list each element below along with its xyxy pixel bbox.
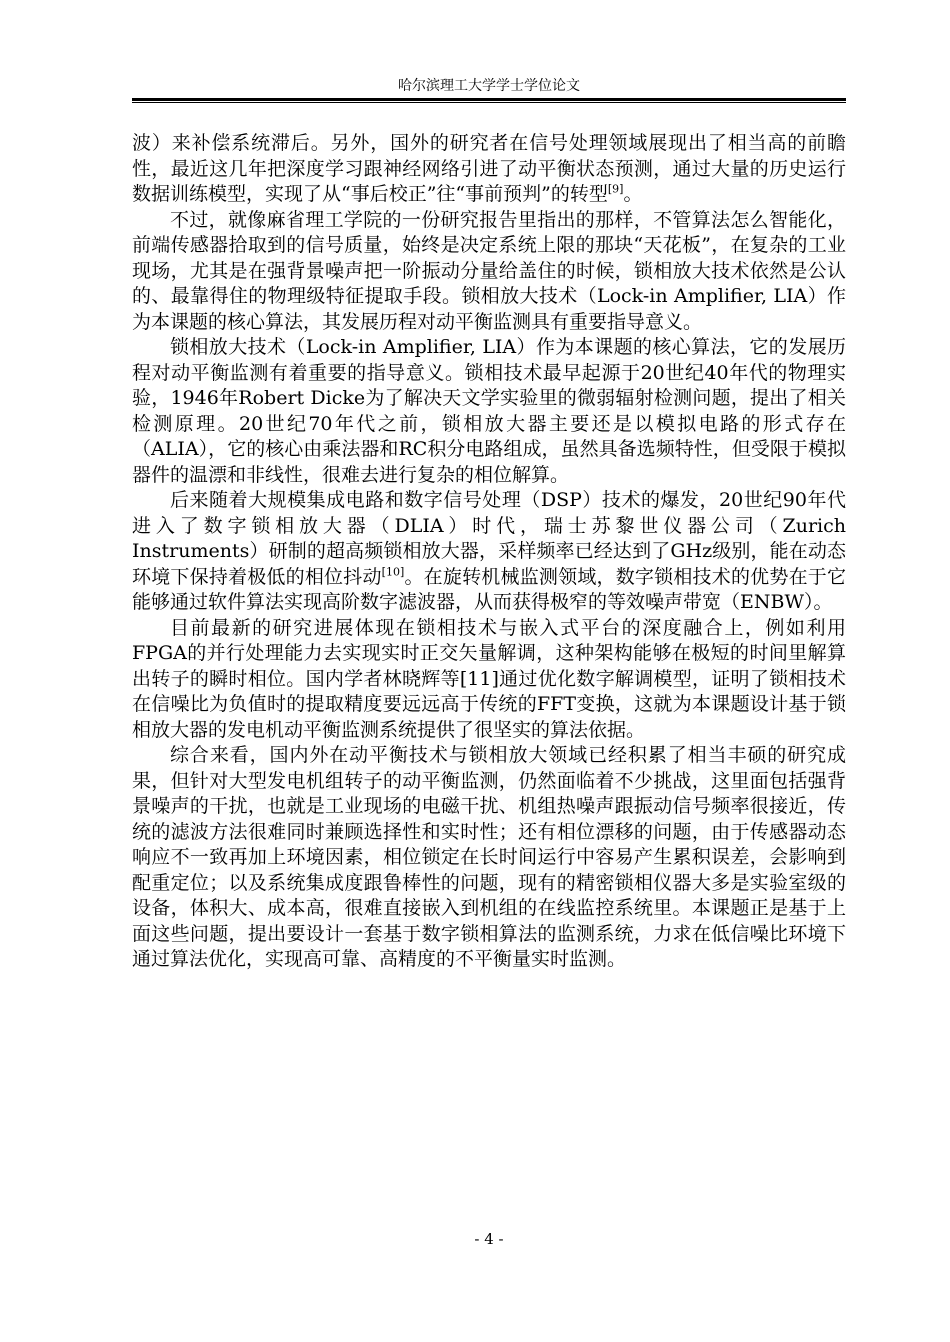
paragraph-1-text: 波）来补偿系统滞后。另外，国外的研究者在信号处理领域展现出了相当高的前瞻性，最近这几年把深度学习跟神经网络引进了动平衡状态预测，通过大量的历史运行数据训练模型，实现了从“事后校正”往“事前预判”的转型 — [132, 132, 846, 205]
citation-9: [9] — [607, 182, 624, 196]
paragraph-4-text-end: 。在旋转机械监测领域，数字锁相技术的优势在于它能够通过软件算法实现高阶数字滤波器，从而获得极窄的等效噪声带宽（ENBW）。 — [132, 565, 846, 613]
page-number: - 4 - — [474, 1230, 504, 1248]
citation-10: [10] — [381, 565, 405, 579]
paragraph-1-text-end: 。 — [623, 183, 643, 205]
running-header: 哈尔滨理工大学学士学位论文 — [398, 78, 580, 94]
paragraph-1 — [132, 131, 846, 208]
paragraph-2: 不过，就像麻省理工学院的一份研究报告里指出的那样，不管算法怎么智能化，前端传感器拾取到的信号质量，始终是决定系统上限的那块“天花板”，在复杂的工业现场，尤其是在强背景噪声把一阶振动分量给盖住的时候，锁相放大技术依然是公认的、最靠得住的物理级特征提取手段。锁相放大技术（Lock-in Amplifier, LIA）作为本课题的核心算法，其发展历程对动平衡监测具有重要指导意义。 — [132, 208, 846, 333]
paragraph-5: 目前最新的研究进展体现在锁相技术与嵌入式平台的深度融合上，例如利用FPGA的并行处理能力去实现实时正交矢量解调，这种架构能够在极短的时间里解算出转子的瞬时相位。国内学者林晓辉等[11]通过优化数字解调模型，证明了锁相技术在信噪比为负值时的提取精度要远远高于传统的FFT变换，这就为本课题设计基于锁相放大器的发电机动平衡监测系统提供了很坚实的算法依据。 — [132, 616, 846, 741]
paragraph-4-text: 后来随着大规模集成电路和数字信号处理（DSP）技术的爆发，20世纪90年代进入了数字锁相放大器（DLIA）时代，瑞士苏黎世仪器公司（Zurich Instruments）研制的超高频锁相放大器，采样频率已经达到了GHz级别，能在动态环境下保持着极低的相位抖动 — [132, 489, 846, 588]
header-rule-thin — [132, 102, 846, 103]
paragraph-6: 综合来看，国内外在动平衡技术与锁相放大领域已经积累了相当丰硕的研究成果，但针对大型发电机组转子的动平衡监测，仍然面临着不少挑战，这里面包括强背景噪声的干扰，也就是工业现场的电磁干扰、机组热噪声跟振动信号频率很接近，传统的滤波方法很难同时兼顾选择性和实时性；还有相位漂移的问题，由于传感器动态响应不一致再加上环境因素，相位锁定在长时间运行中容易产生累积误差，会影响到配重定位；以及系统集成度跟鲁棒性的问题，现有的精密锁相仪器大多是实验室级的设备，体积大、成本高，很难直接嵌入到机组的在线监控系统里。本课题正是基于上面这些问题，提出要设计一套基于数字锁相算法的监测系统，力求在低信噪比环境下通过算法优化，实现高可靠、高精度的不平衡量实时监测。 — [132, 744, 846, 970]
body-text — [132, 131, 846, 973]
paragraph-4 — [132, 488, 846, 616]
header-rule-thick — [132, 98, 846, 101]
paragraph-3: 锁相放大技术（Lock-in Amplifier, LIA）作为本课题的核心算法，它的发展历程对动平衡监测有着重要的指导意义。锁相技术最早起源于20世纪40年代的物理实验，1946年Robert Dicke为了解决天文学实验里的微弱辐射检测问题，提出了相关检测原理。20世纪70年代之前，锁相放大器主要还是以模拟电路的形式存在（ALIA），它的核心由乘法器和RC积分电路组成，虽然具备选频特性，但受限于模拟器件的温漂和非线性，很难去进行复杂的相位解算。 — [132, 336, 846, 486]
